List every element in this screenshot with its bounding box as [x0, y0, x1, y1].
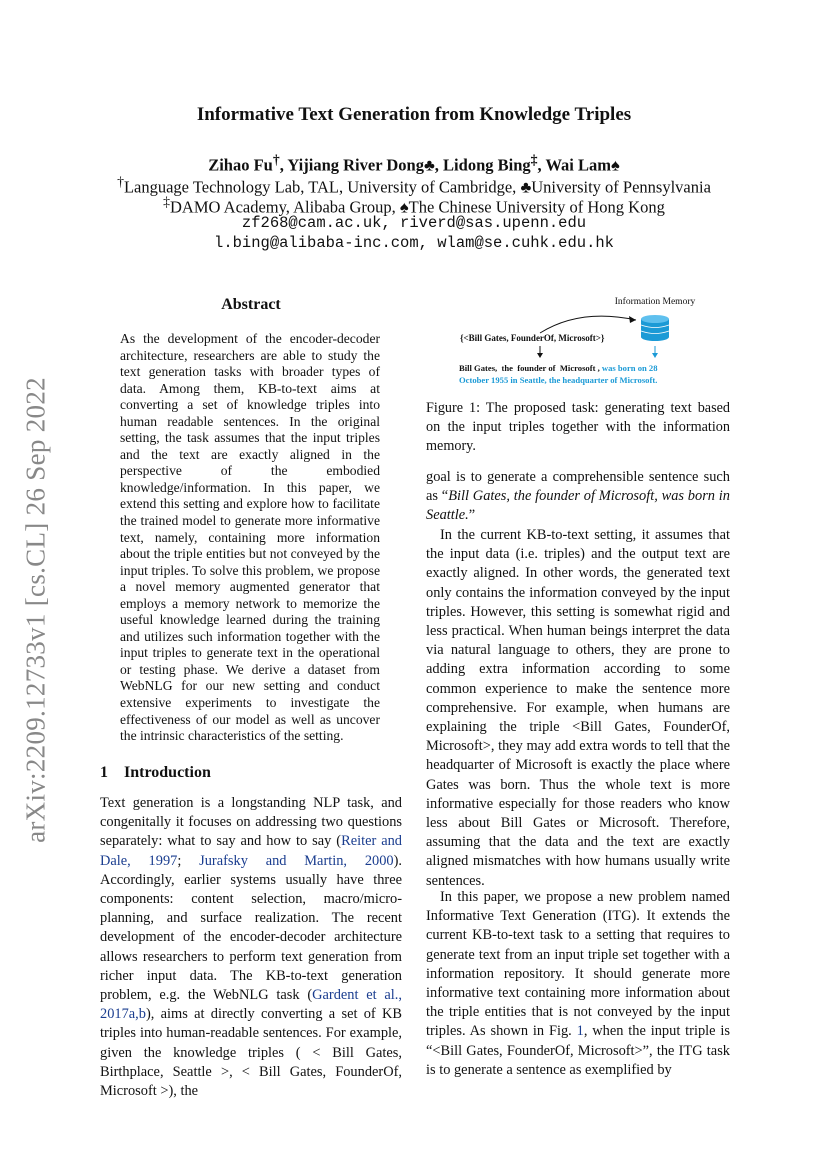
paper-title: Informative Text Generation from Knowledge Triples [196, 104, 632, 125]
author-mark: † [272, 152, 280, 167]
author-mark: ♠ [611, 155, 620, 175]
email-line: zf268@cam.ac.uk, riverd@sas.upenn.edu [241, 214, 587, 232]
memory-label: Information Memory [614, 297, 696, 307]
author-mark: ‡ [530, 152, 538, 167]
author-name: Yijiang River Dong [287, 155, 424, 175]
affiliation-text: University of Pennsylvania [531, 177, 711, 197]
text-run: Text generation is a longstanding NLP task, and congenitally it focuses on addressing two questions separately: what to say and how to say ( [100, 795, 402, 850]
body-paragraph [426, 468, 730, 526]
arrow-head [537, 353, 543, 358]
affiliation-mark: ♣ [520, 177, 532, 197]
figure-reference-link[interactable]: 1 [576, 1023, 584, 1040]
text-run: , when the input triple is “<Bill Gates, FounderOf, Microsoft>”, the ITG task is to generate a sentence as exemplified by [426, 1023, 731, 1078]
text-run: ” [468, 507, 476, 524]
output-extra-text: October 1955 in Seattle, the headquarter of Microsoft. [459, 375, 658, 385]
author-name: Lidong Bing [443, 155, 531, 175]
output-extra-text: was born on 28 [599, 363, 658, 373]
arrow-head [629, 316, 636, 323]
citation-link[interactable]: Reiter and Dale, 1997 [100, 833, 402, 869]
figure-1 [440, 292, 720, 392]
text-run: ). Accordingly, earlier systems usually have three components: content selection, macro/micro-planning, and surface realization. The recent development of the encoder-decoder architecture allows researchers to perform text generation from richer input data. The KB-to-text generation problem, e.g. the WebNLG task ( [100, 852, 402, 1004]
affiliation-text: Language Technology Lab, TAL, University of Cambridge, [123, 177, 521, 197]
affiliation-text: DAMO Academy, Alibaba Group, [170, 197, 400, 217]
text-run: goal is to generate a comprehensible sentence such as “ [426, 469, 730, 505]
body-paragraph [426, 888, 730, 1080]
author-list [0, 152, 828, 176]
arxiv-identifier: arXiv:2209.12733v1 [cs.CL] 26 Sep 2022 [20, 377, 51, 843]
abstract-heading: Abstract [221, 296, 281, 313]
citation-link[interactable]: Jurafsky and Martin, 2000 [199, 852, 394, 869]
text-run: ), aims at directly converting a set of KB triples into human-readable sentences. For example, given the knowledge triples ( < Bill Gates, Birthplace, Seattle >, < Bill Gates, FounderOf, Microsoft >), the [100, 1006, 402, 1100]
text-run: ; [177, 852, 200, 869]
author-separator: , [434, 155, 444, 175]
database-icon [641, 315, 669, 341]
example-sentence: Bill Gates, the founder of Microsoft, was born in Seattle. [426, 488, 731, 524]
generated-text-line [459, 363, 658, 373]
output-text: Bill Gates, the founder of Microsoft , [459, 363, 600, 373]
author-separator: , [279, 155, 288, 175]
affiliation-mark: ‡ [163, 194, 171, 209]
input-triple: {<Bill Gates, FounderOf, Microsoft>} [460, 333, 605, 343]
section-number: 1 [100, 764, 108, 781]
affiliation-mark: † [117, 174, 124, 189]
section-title: Introduction [124, 764, 211, 781]
figure-caption: Figure 1: The proposed task: generating text based on the input triples together with the information memory. [426, 400, 730, 454]
memory-arrow [540, 316, 636, 333]
affiliation-text: The Chinese University of Hong Kong [408, 197, 665, 217]
section-heading [100, 764, 211, 782]
email-line: l.bing@alibaba-inc.com, wlam@se.cuhk.edu.hk [214, 234, 614, 252]
author-name: Wai Lam [545, 155, 612, 175]
arrow-head [652, 353, 658, 358]
author-separator: , [537, 155, 546, 175]
citation-link[interactable]: Gardent et al., 2017a,b [100, 987, 403, 1023]
abstract-body: As the development of the encoder-decoder architecture, researchers are able to study the text generation tasks with broader types of data. Among them, KB-to-text aims at converting a set of knowledge triples into human readable sentences. In the original setting, the task assumes that the input triples and the text are exactly aligned in the perspective of the embodied knowledge/information. In this paper, we extend this setting and explore how to facilitate the trained model to generate more informative text, namely, containing more information about the triple entities but not conveyed by the input triples. To solve this problem, we propose a novel memory augmented generator that employs a memory network to memorize the useful knowledge learned during the training and utilizes such information together with the input triples to generate text in the operational or testing phase. We derive a dataset from WebNLG for our new setting and conduct extensive experiments to investigate the effectiveness of our model as well as uncover the intrinsic characteristics of the setting. [120, 331, 380, 744]
body-paragraph: In the current KB-to-text setting, it assumes that the input data (i.e. triples) and the output text are exactly aligned. In other words, the generated text only contains the information conveyed by the input triples. However, this setting is somewhat rigid and less practical. When human beings interpret the data via natural language to others, they are prone to adding extra information according to some common experience to make the sentence more comprehensive. For example, when humans are explaining the triple <Bill Gates, FounderOf, Microsoft>, they may add extra words to tell that the headquarter of Microsoft is exactly the place where Gates was born. Thus the whole text is more informative especially for those readers who know less about Bill Gates or Microsoft. Therefore, assuming that the data and the text are exactly aligned mismatches with how humans usually write sentences. [426, 527, 730, 889]
intro-paragraph [100, 794, 402, 1101]
author-mark: ♣ [423, 155, 435, 175]
author-name: Zihao Fu [208, 155, 273, 175]
text-run: In this paper, we propose a new problem named Informative Text Generation (ITG). It extends the current KB-to-text task to a setting that requires to generate text from an input triple set together with a information repository. It should generate more informative text containing more information about the triple entities that is not conveyed by the input triples. As shown in Fig. [426, 889, 730, 1040]
affiliation-mark: ♠ [399, 197, 409, 217]
